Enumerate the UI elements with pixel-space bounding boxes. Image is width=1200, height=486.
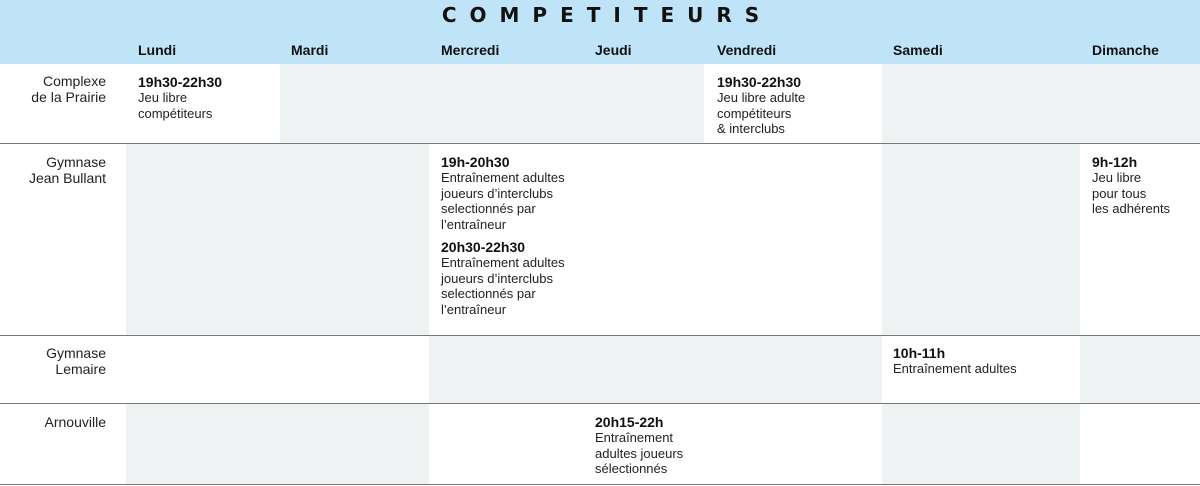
time-slot <box>138 74 222 121</box>
cell-mardi-jeudi <box>280 64 704 143</box>
day-header-lundi: Lundi <box>138 42 177 58</box>
site-name: Arnouville <box>44 414 106 430</box>
time-slot <box>441 154 565 232</box>
cell-samedi <box>882 404 1080 484</box>
table-header <box>0 0 1200 64</box>
table-row <box>0 404 1200 484</box>
cell-lundi-mardi <box>126 144 429 335</box>
slot-time: 19h30-22h30 <box>717 74 802 90</box>
slot-description: Jeu libre adulte compétiteurs & interclubs <box>717 90 806 136</box>
slot-description: Entraînement adultes joueurs d’interclubs selectionnés par l’entraîneur <box>441 255 565 317</box>
cell-mercredi-vendredi <box>429 336 882 403</box>
day-header-samedi: Samedi <box>893 42 943 58</box>
slot-time: 19h-20h30 <box>441 154 510 170</box>
slot-time: 9h-12h <box>1092 154 1138 170</box>
cell-lundi-mardi <box>126 404 429 484</box>
cell-dimanche <box>1080 404 1200 484</box>
day-header-vendredi: Vendredi <box>717 42 777 58</box>
slot-description: Entraînement adultes <box>893 361 1017 376</box>
slot-time: 10h-11h <box>893 345 946 361</box>
cell-dimanche <box>1080 336 1200 403</box>
time-slot <box>893 345 1017 377</box>
day-header-mercredi: Mercredi <box>441 42 500 58</box>
day-header-dimanche: Dimanche <box>1092 42 1159 58</box>
row-divider <box>0 484 1200 485</box>
site-name: Gymnase Lemaire <box>46 345 106 377</box>
page-title: COMPETITEURS <box>441 3 773 27</box>
cell-lundi-mardi <box>126 336 429 403</box>
slot-description: Jeu libre compétiteurs <box>138 90 213 121</box>
cell-samedi-dimanche <box>882 64 1200 143</box>
day-header-jeudi: Jeudi <box>595 42 632 58</box>
slot-time: 20h30-22h30 <box>441 239 526 255</box>
cell-samedi <box>882 144 1080 335</box>
slot-time: 19h30-22h30 <box>138 74 223 90</box>
table-row <box>0 336 1200 403</box>
time-slot <box>1092 154 1170 217</box>
time-slot <box>595 414 683 477</box>
slot-description: Jeu libre pour tous les adhérents <box>1092 170 1171 216</box>
site-name: Gymnase Jean Bullant <box>28 154 106 186</box>
time-slot <box>717 74 805 137</box>
slot-description: Entraînement adultes joueurs d’interclubs selectionnés par l’entraîneur <box>441 170 565 232</box>
day-header-mardi: Mardi <box>291 42 329 58</box>
slot-description: Entraînement adultes joueurs sélectionnés <box>595 430 684 476</box>
table-row <box>0 64 1200 143</box>
site-name: Complexe de la Prairie <box>31 73 106 105</box>
table-row <box>0 144 1200 335</box>
time-slot <box>441 239 565 317</box>
slot-time: 20h15-22h <box>595 414 664 430</box>
